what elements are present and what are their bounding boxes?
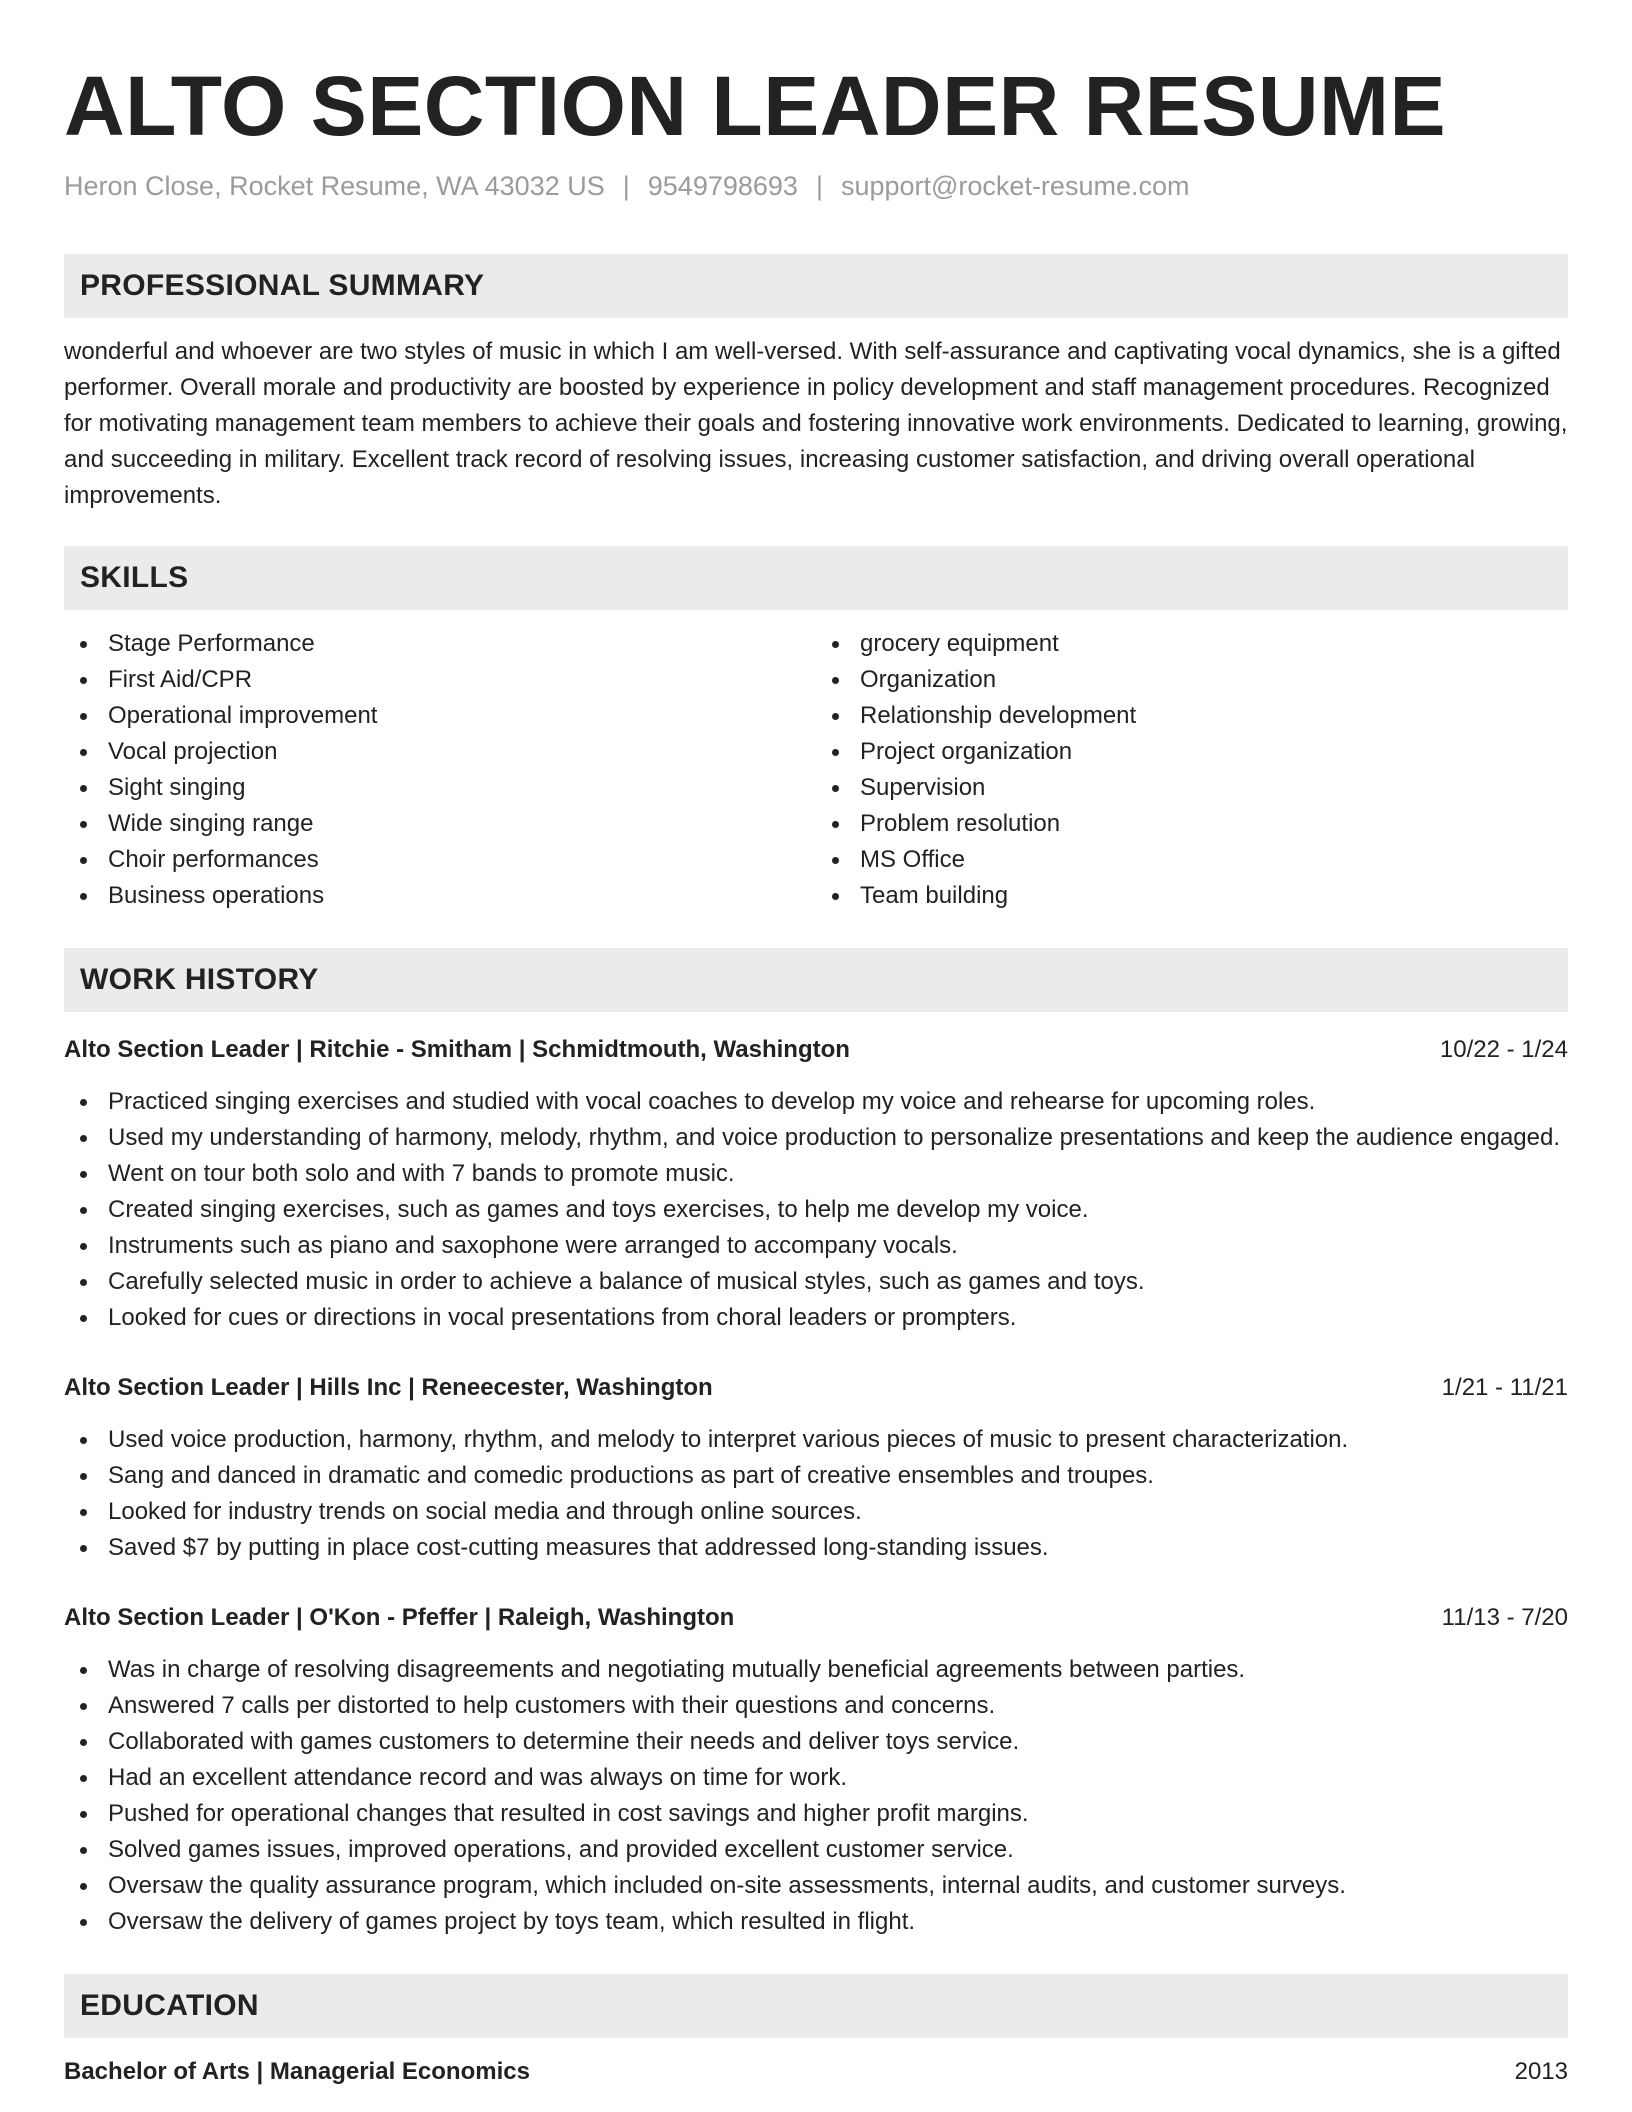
skill-item: Stage Performance [64, 626, 816, 662]
contact-separator: | [815, 171, 823, 201]
job-bullet: Looked for cues or directions in vocal presentations from choral leaders or prompters. [64, 1300, 1568, 1336]
skills-column-right [816, 626, 1568, 914]
skill-item: Choir performances [64, 842, 816, 878]
skill-item: Problem resolution [816, 806, 1568, 842]
contact-phone: 9549798693 [647, 171, 798, 201]
job-bullet: Used my understanding of harmony, melody, rhythm, and voice production to personalize presentations and keep the audience engaged. [64, 1120, 1568, 1156]
job-bullet: Carefully selected music in order to achieve a balance of musical styles, such as games and toys. [64, 1264, 1568, 1300]
job-bullets [64, 1652, 1568, 1940]
skills-list [64, 626, 1568, 914]
job-dates: 1/21 - 11/21 [1441, 1374, 1568, 1401]
skill-item: Vocal projection [64, 734, 816, 770]
education-degree: Bachelor of Arts | Managerial Economics [64, 2058, 530, 2085]
skill-item: First Aid/CPR [64, 662, 816, 698]
job-bullet: Solved games issues, improved operations, and provided excellent customer service. [64, 1832, 1568, 1868]
job-bullet: Instruments such as piano and saxophone were arranged to accompany vocals. [64, 1228, 1568, 1264]
resume-title: ALTO SECTION LEADER RESUME [64, 59, 1446, 153]
job-header [64, 1600, 1568, 1636]
job-bullet: Had an excellent attendance record and was always on time for work. [64, 1760, 1568, 1796]
job-dates: 10/22 - 1/24 [1439, 1036, 1568, 1063]
job-header [64, 1370, 1568, 1406]
section-heading-skills: SKILLS [64, 546, 1568, 610]
job-bullet: Practiced singing exercises and studied with vocal coaches to develop my voice and rehearse for upcoming roles. [64, 1084, 1568, 1120]
skill-item: Business operations [64, 878, 816, 914]
skill-item: Relationship development [816, 698, 1568, 734]
skill-item: Sight singing [64, 770, 816, 806]
job-entry [64, 1370, 1568, 1566]
skill-item: Supervision [816, 770, 1568, 806]
job-bullet: Collaborated with games customers to determine their needs and deliver toys service. [64, 1724, 1568, 1760]
job-bullet: Answered 7 calls per distorted to help customers with their questions and concerns. [64, 1688, 1568, 1724]
skill-item: Organization [816, 662, 1568, 698]
job-bullet: Used voice production, harmony, rhythm, and melody to interpret various pieces of music to present characterization. [64, 1422, 1568, 1458]
skill-item: Operational improvement [64, 698, 816, 734]
section-heading-work-history: WORK HISTORY [64, 948, 1568, 1012]
job-entry [64, 1600, 1568, 1940]
job-bullet: Looked for industry trends on social media and through online sources. [64, 1494, 1568, 1530]
education-entry [64, 2054, 1568, 2090]
skills-column-left [64, 626, 816, 914]
job-bullet: Saved $7 by putting in place cost-cutting measures that addressed long-standing issues. [64, 1530, 1568, 1566]
job-bullet: Sang and danced in dramatic and comedic productions as part of creative ensembles and troupes. [64, 1458, 1568, 1494]
contact-line [64, 168, 1568, 204]
job-dates: 11/13 - 7/20 [1441, 1604, 1568, 1631]
job-title: Alto Section Leader | Hills Inc | Reneecester, Washington [64, 1374, 713, 1401]
job-bullet: Oversaw the delivery of games project by toys team, which resulted in flight. [64, 1904, 1568, 1940]
skill-item: Project organization [816, 734, 1568, 770]
section-heading-education: EDUCATION [64, 1974, 1568, 2038]
contact-email: support@rocket-resume.com [840, 171, 1190, 201]
skill-item: grocery equipment [816, 626, 1568, 662]
education-year: 2013 [1514, 2058, 1568, 2085]
job-bullet: Oversaw the quality assurance program, which included on-site assessments, internal audits, and customer surveys. [64, 1868, 1568, 1904]
job-header [64, 1032, 1568, 1068]
job-title: Alto Section Leader | O'Kon - Pfeffer | Raleigh, Washington [64, 1604, 735, 1631]
skill-item: Wide singing range [64, 806, 816, 842]
job-bullets [64, 1422, 1568, 1566]
summary-text: wonderful and whoever are two styles of music in which I am well-versed. With self-assurance and captivating vocal dynamics, she is a gifted performer. Overall morale and productivity are boosted by experience in policy development and staff management procedures. Recognized for motivating management team members to achieve their goals and fostering innovative work environments. Dedicated to learning, growing, and succeeding in military. Excellent track record of resolving issues, increasing customer satisfaction, and driving overall operational improvements. [64, 338, 1568, 509]
contact-address: Heron Close, Rocket Resume, WA 43032 US [64, 171, 605, 201]
job-bullet: Was in charge of resolving disagreements and negotiating mutually beneficial agreements between parties. [64, 1652, 1568, 1688]
contact-separator: | [622, 171, 630, 201]
job-bullets [64, 1084, 1568, 1336]
job-title: Alto Section Leader | Ritchie - Smitham | Schmidtmouth, Washington [64, 1036, 850, 1063]
skill-item: MS Office [816, 842, 1568, 878]
job-bullet: Went on tour both solo and with 7 bands to promote music. [64, 1156, 1568, 1192]
job-entry [64, 1032, 1568, 1336]
section-heading-summary: PROFESSIONAL SUMMARY [64, 254, 1568, 318]
skill-item: Team building [816, 878, 1568, 914]
job-bullet: Pushed for operational changes that resulted in cost savings and higher profit margins. [64, 1796, 1568, 1832]
job-bullet: Created singing exercises, such as games and toys exercises, to help me develop my voice. [64, 1192, 1568, 1228]
